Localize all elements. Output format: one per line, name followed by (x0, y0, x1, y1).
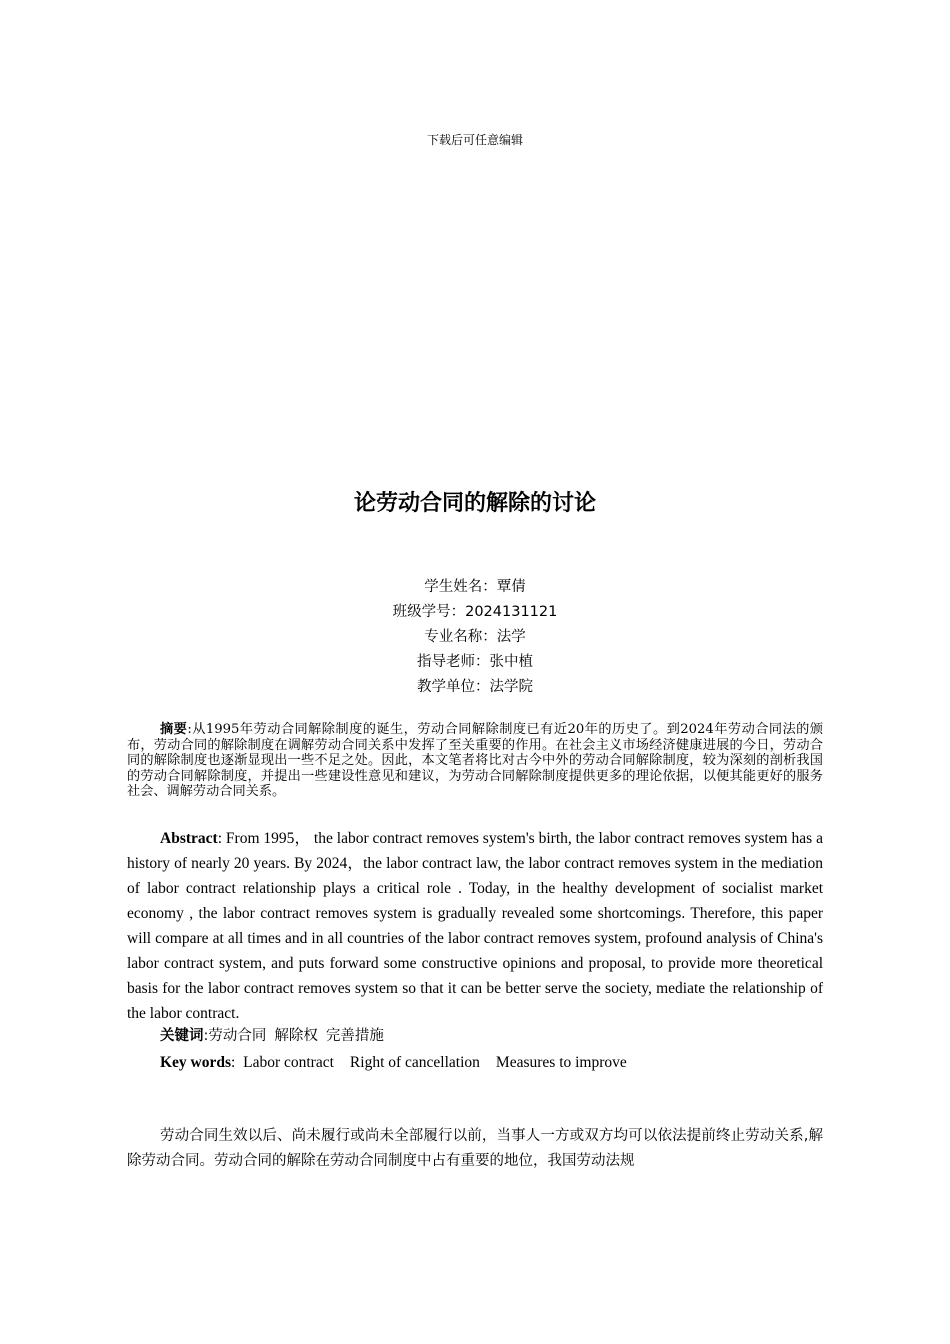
keyword-en-item: Measures to improve (495, 1054, 627, 1071)
abstract-en-text: : From 1995， the labor contract removes system's birth, the labor contract removes system has a history of nearly 20 years. By 2024，the labor contract law, the labor contract removes system in the mediation of labor contract relationship plays a critical role . Today, in the healthy development of socialist market economy , the labor contract removes system is gradually revealed some shortcomings. Therefore, this paper will compare at all times and in all countries of the labor contract removes system, profound analysis of China's labor contract system, and puts forward some constructive opinions and proposal, to provide more theoretical basis for the labor contract removes system so that it can be better serve the society, mediate the relationship of the labor contract. (127, 830, 823, 1022)
major-name: 专业名称：法学 (424, 629, 526, 645)
class-id: 班级学号：2024131121 (392, 604, 558, 620)
abstract-cn-label: 摘要 (160, 722, 188, 737)
keyword-cn-item: 劳动合同 (208, 1028, 267, 1044)
student-name: 学生姓名：覃倩 (424, 579, 526, 595)
page-header-note: 下载后可任意编辑 (426, 133, 523, 147)
keywords-en-colon: : (231, 1054, 244, 1071)
keyword-en-item: Labor contract (243, 1054, 334, 1071)
abstract-english (127, 826, 823, 1026)
document-title: 论劳动合同的解除的讨论 (353, 491, 596, 516)
teaching-unit: 教学单位：法学院 (417, 679, 533, 695)
body-paragraph: 劳动合同生效以后、尚未履行或尚未全部履行以前，当事人一方或双方均可以依法提前终止劳动关系,解除劳动合同。劳动合同的解除在劳动合同制度中占有重要的地位，我国劳动法规 (127, 1128, 823, 1169)
keyword-cn-item: 解除权 (274, 1028, 318, 1044)
keywords-english (127, 1050, 823, 1075)
keyword-en-item: Right of cancellation (349, 1054, 480, 1071)
abstract-cn-text: :从1995年劳动合同解除制度的诞生，劳动合同解除制度已有近20年的历史了。到2024年劳动合同法的颁布，劳动合同的解除制度在调解劳动合同关系中发挥了至关重要的作用。在社会主义市场经济健康进展的今日，劳动合同的解除制度也逐渐显现出一些不足之处。因此，本文笔者将比对古今中外的劳动合同解除制度，较为深刻的剖析我国的劳动合同解除制度，并提出一些建设性意见和建议，为劳动合同解除制度提供更多的理论依据，以便其能更好的服务社会、调解劳动合同关系。 (127, 722, 824, 799)
student-info-block (0, 575, 950, 700)
advisor-name: 指导老师：张中植 (417, 654, 533, 670)
abstract-chinese (127, 722, 823, 800)
keywords-en-label: Key words (160, 1054, 232, 1071)
keywords-cn-label: 关键词 (160, 1028, 204, 1044)
keywords-chinese (127, 1024, 823, 1049)
keyword-cn-item: 完善措施 (325, 1028, 384, 1044)
abstract-en-label: Abstract (160, 830, 218, 847)
keywords-cn-colon: : (203, 1028, 209, 1044)
